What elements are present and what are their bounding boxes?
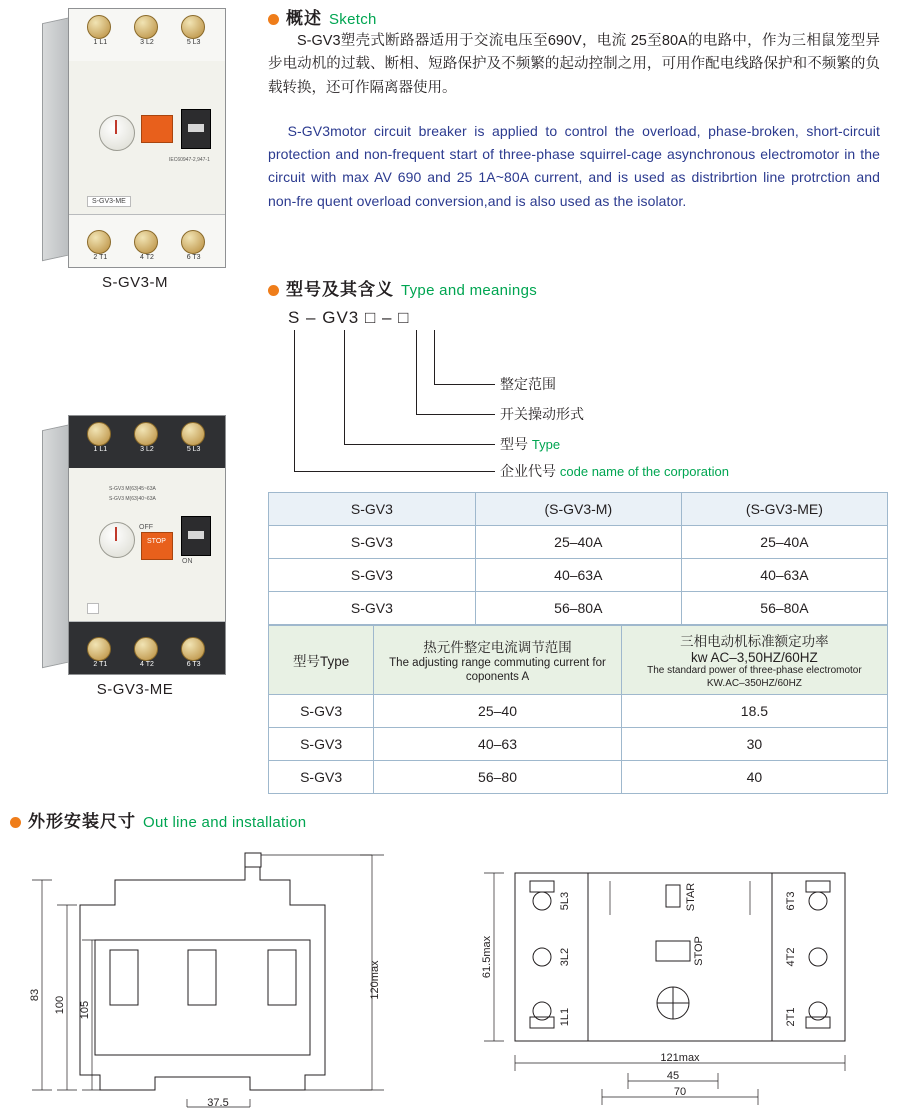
cell: S-GV3 bbox=[269, 592, 476, 625]
type-legend-4-en: code name of the corporation bbox=[559, 464, 729, 479]
product-caption-2: S-GV3-ME bbox=[96, 681, 174, 698]
product-caption-1: S-GV3-M bbox=[101, 274, 168, 291]
control-label-star: STAR bbox=[685, 882, 697, 912]
terminal-screw bbox=[134, 230, 158, 254]
bullet-icon bbox=[268, 285, 279, 296]
device-body bbox=[68, 415, 226, 675]
dim-label-70: 70 bbox=[673, 1086, 687, 1098]
cell: S-GV3 bbox=[269, 761, 374, 794]
device-top-terminal-block bbox=[69, 416, 225, 469]
terminal-screw bbox=[181, 230, 205, 254]
terminal-label: 1 L1 bbox=[93, 446, 108, 453]
table-row bbox=[269, 526, 888, 559]
stop-button-orange bbox=[141, 532, 173, 560]
cell: 25–40A bbox=[475, 526, 681, 559]
dim-label-121max: 121max bbox=[660, 1052, 700, 1064]
device-bottom-terminal-block bbox=[69, 621, 225, 674]
bullet-icon bbox=[10, 817, 21, 828]
type-legend-1 bbox=[500, 374, 556, 394]
cell: 40–63A bbox=[681, 559, 887, 592]
cell-header-power bbox=[621, 626, 887, 695]
cell: 56–80A bbox=[475, 592, 681, 625]
header-power-cn: 三相电动机标准额定功率 bbox=[680, 634, 829, 649]
section-title-cn: 概述 bbox=[286, 9, 322, 28]
device-body bbox=[68, 8, 226, 268]
header-power-freq: kw AC–3,50HZ/60HZ bbox=[691, 650, 818, 665]
section-title-en: Type and meanings bbox=[401, 282, 538, 299]
device-top-terminal-block bbox=[69, 9, 225, 62]
terminal-label-group bbox=[87, 637, 113, 668]
range-text-2: S-GV3 M(63)40~63A bbox=[109, 496, 156, 502]
table-row-header bbox=[269, 626, 888, 695]
type-legend-3-en: Type bbox=[531, 437, 561, 452]
terminal-label-group bbox=[134, 637, 160, 668]
on-switch-lever bbox=[181, 516, 211, 556]
terminal-label: 2 T1 bbox=[93, 254, 108, 261]
cell: 30 bbox=[621, 728, 887, 761]
cell-header-1: (S-GV3-M) bbox=[475, 493, 681, 526]
type-legend-4-cn: 企业代号 bbox=[500, 463, 556, 479]
stop-label: STOP bbox=[147, 538, 166, 545]
model-plate: S-GV3-ME bbox=[87, 196, 131, 207]
cell: 18.5 bbox=[621, 695, 887, 728]
terminal-label-group bbox=[181, 637, 207, 668]
terminal-label: 3 L2 bbox=[140, 39, 154, 46]
header-current-en: The adjusting range commuting current for coponents A bbox=[389, 656, 606, 683]
front-view-drawing bbox=[20, 845, 440, 1110]
terminal-screw bbox=[134, 637, 158, 661]
terminal-label-group bbox=[134, 422, 160, 453]
type-legend-2 bbox=[500, 404, 584, 424]
terminal-label-group bbox=[87, 15, 113, 46]
section-title-cn: 型号及其含义 bbox=[286, 280, 394, 299]
cell: 40–63 bbox=[374, 728, 622, 761]
leader-line-4 bbox=[294, 330, 495, 472]
table-row bbox=[269, 559, 888, 592]
header-type-cn: 型号Type bbox=[292, 654, 350, 669]
dim-label-120max: 120max bbox=[369, 960, 381, 1000]
terminal-label-6T3: 6T3 bbox=[785, 891, 797, 911]
dim-label-100: 100 bbox=[54, 995, 66, 1015]
section-header-type bbox=[268, 275, 537, 300]
bullet-icon bbox=[268, 14, 279, 25]
cell: 56–80A bbox=[681, 592, 887, 625]
cell-header-current-range bbox=[374, 626, 622, 695]
header-power-en: The standard power of three-phase electromotor KW.AC–350HZ/60HZ bbox=[647, 665, 862, 689]
cell: 40 bbox=[621, 761, 887, 794]
cell: 40–63A bbox=[475, 559, 681, 592]
table-row bbox=[269, 592, 888, 625]
cell: S-GV3 bbox=[269, 559, 476, 592]
type-decomposition-diagram bbox=[268, 308, 888, 478]
section-title-en: Sketch bbox=[329, 11, 377, 28]
current-adjust-dial bbox=[99, 522, 135, 558]
terminal-screw bbox=[87, 230, 111, 254]
terminal-label-group bbox=[134, 15, 160, 46]
header-current-cn: 热元件整定电流调节范围 bbox=[423, 639, 572, 655]
terminal-label-3L2: 3L2 bbox=[559, 947, 571, 967]
dim-label-61-5max: 61.5max bbox=[481, 935, 493, 979]
terminal-label-group bbox=[181, 230, 207, 261]
device-front-face bbox=[69, 61, 225, 215]
table-row bbox=[269, 728, 888, 761]
terminal-label: 3 L2 bbox=[140, 446, 154, 453]
device-illustration-sgv3m bbox=[42, 8, 228, 266]
terminal-screw bbox=[181, 422, 205, 446]
terminal-screw bbox=[181, 637, 205, 661]
terminal-label-5L3: 5L3 bbox=[559, 891, 571, 911]
type-legend-1-cn: 整定范围 bbox=[500, 376, 556, 392]
terminal-screw bbox=[87, 637, 111, 661]
terminal-label: 2 T1 bbox=[93, 661, 108, 668]
terminal-screw bbox=[134, 15, 158, 39]
terminal-label: 5 L3 bbox=[186, 446, 201, 453]
table-specifications bbox=[268, 625, 888, 794]
cell: S-GV3 bbox=[269, 728, 374, 761]
dim-label-37-5: 37.5 bbox=[207, 1097, 229, 1109]
terminal-label: 4 T2 bbox=[140, 661, 154, 668]
cell: 25–40A bbox=[681, 526, 887, 559]
current-adjust-dial bbox=[99, 115, 135, 151]
terminal-label-group bbox=[134, 230, 160, 261]
dim-label-45: 45 bbox=[666, 1070, 680, 1082]
type-legend-3-cn: 型号 bbox=[500, 436, 528, 452]
dim-label-105: 105 bbox=[79, 1000, 91, 1020]
table-row bbox=[269, 695, 888, 728]
product-image-block-1 bbox=[10, 8, 260, 291]
on-switch-lever bbox=[181, 109, 211, 149]
terminal-label-4T2: 4T2 bbox=[785, 947, 797, 967]
side-view-drawing bbox=[470, 845, 880, 1110]
terminal-screw bbox=[134, 422, 158, 446]
cell: S-GV3 bbox=[269, 526, 476, 559]
terminal-screw bbox=[87, 15, 111, 39]
off-label: OFF bbox=[139, 524, 153, 531]
terminal-label-group bbox=[87, 422, 113, 453]
section-title-en: Out line and installation bbox=[143, 814, 307, 831]
terminal-label-1L1: 1L1 bbox=[559, 1007, 571, 1027]
terminal-screw bbox=[87, 422, 111, 446]
type-code-text: S – GV3 □ – □ bbox=[288, 308, 410, 327]
sketch-paragraph-cn bbox=[268, 30, 880, 100]
sketch-paragraph-cn-text: S-GV3塑壳式断路器适用于交流电压至690V，电流 25至80A的电路中，作为三相鼠笼型异步电动机的过载、断相、短路保护及不频繁的起动控制之用，可用作配电线路保护和不频繁的负载转换，还可作隔离器使用。 bbox=[268, 33, 880, 96]
cell: S-GV3 bbox=[269, 695, 374, 728]
section-header-sketch bbox=[268, 4, 377, 29]
type-legend-4 bbox=[500, 461, 729, 481]
cell: 25–40 bbox=[374, 695, 622, 728]
range-text-1: S-GV3 M(63)45~63A bbox=[109, 486, 156, 492]
dim-label-83: 83 bbox=[29, 988, 41, 1002]
stop-button-orange bbox=[141, 115, 173, 143]
table-type-ranges bbox=[268, 492, 888, 625]
terminal-label-2T1: 2T1 bbox=[785, 1007, 797, 1027]
device-illustration-sgv3me bbox=[42, 415, 228, 673]
cell-header-2: (S-GV3-ME) bbox=[681, 493, 887, 526]
on-label: ON bbox=[182, 558, 193, 565]
section-header-outline bbox=[10, 807, 306, 832]
cell-header-type bbox=[269, 626, 374, 695]
terminal-label: 6 T3 bbox=[186, 661, 201, 668]
terminal-label: 5 L3 bbox=[186, 39, 201, 46]
type-legend-3 bbox=[500, 434, 560, 454]
sketch-paragraph-en-text: S-GV3motor circuit breaker is applied to control the overload, phase-broken, short-circuit protection and non-frequent start of three-phase squirrel-cage asynchronous electromotor in the circuit with max AV 690 and 25 1A~80A current, and is used as distribrtion line protrction and non-fre quent overload conversion,and is also used as the isolator. bbox=[268, 123, 880, 209]
terminal-label: 6 T3 bbox=[186, 254, 201, 261]
sketch-paragraph-en bbox=[268, 120, 880, 213]
terminal-label-group bbox=[87, 230, 113, 261]
dimension-drawings-area bbox=[0, 845, 900, 1110]
standard-text: IEC60947-2,947-1 bbox=[169, 157, 210, 163]
device-front-face bbox=[69, 468, 225, 622]
type-legend-2-cn: 开关操动形式 bbox=[500, 406, 584, 422]
terminal-label: 1 L1 bbox=[93, 39, 108, 46]
terminal-label-group bbox=[181, 15, 207, 46]
table-row-header bbox=[269, 493, 888, 526]
model-plate bbox=[87, 603, 99, 614]
table-row bbox=[269, 761, 888, 794]
section-title-cn: 外形安装尺寸 bbox=[28, 812, 136, 831]
control-label-stop: STOP bbox=[693, 936, 705, 966]
cell: 56–80 bbox=[374, 761, 622, 794]
cell-header-0: S-GV3 bbox=[269, 493, 476, 526]
terminal-label-group bbox=[181, 422, 207, 453]
product-image-block-2 bbox=[10, 415, 260, 698]
device-bottom-terminal-block bbox=[69, 214, 225, 267]
terminal-screw bbox=[181, 15, 205, 39]
terminal-label: 4 T2 bbox=[140, 254, 154, 261]
